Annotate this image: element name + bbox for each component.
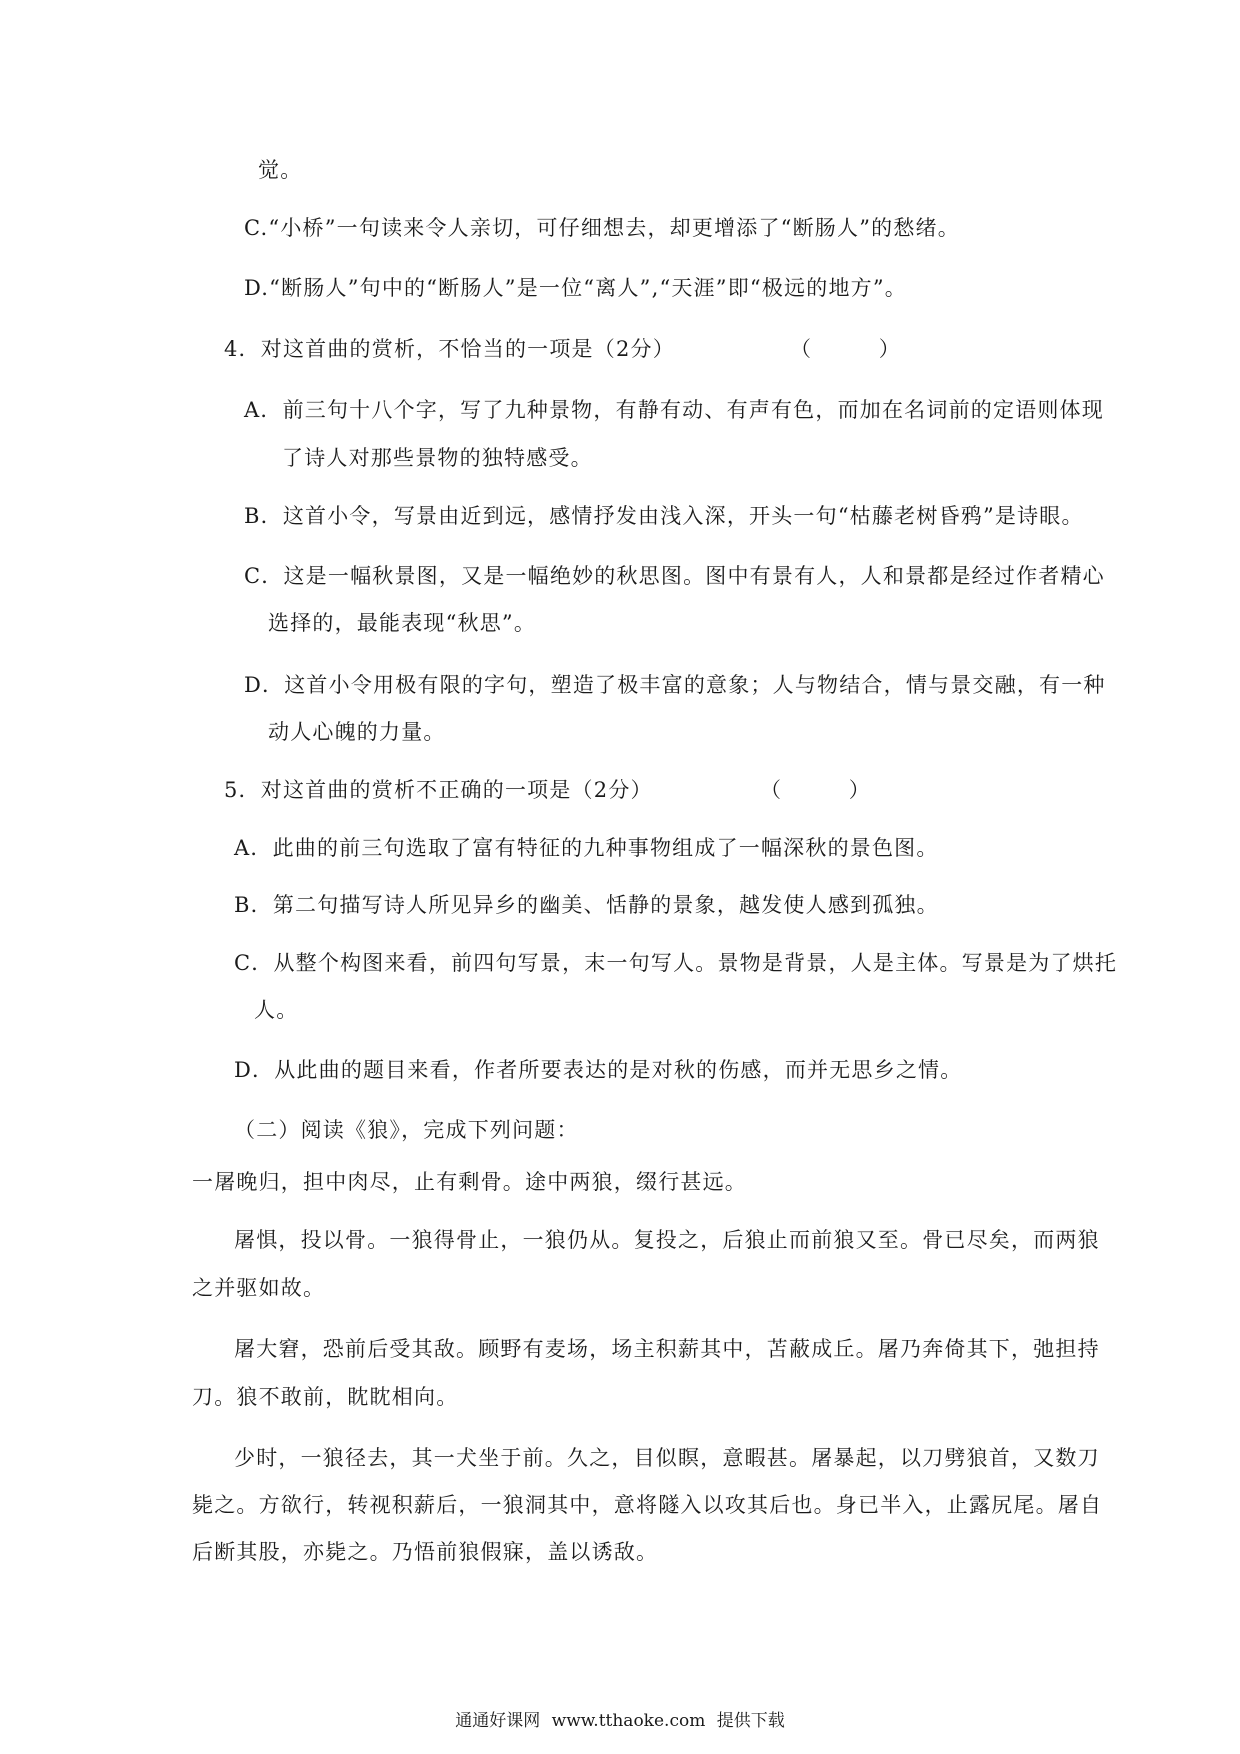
q5-option-c-line1: C．从整个构图来看，前四句写景，末一句写人。景物是背景，人是主体。写景是为了烘托 xyxy=(234,951,1118,975)
q4-option-d-line2: 动人心魄的力量。 xyxy=(268,720,446,744)
q4-option-a-line1: A．前三句十八个字，写了九种景物，有静有动、有声有色，而加在名词前的定语则体现 xyxy=(244,398,1104,422)
passage-paragraph-2-line2: 之并驱如故。 xyxy=(192,1276,326,1300)
question-4-answer-bracket: （ ） xyxy=(790,337,901,361)
footer-site-name: 通通好课网 xyxy=(455,1711,541,1731)
passage-paragraph-4-line1: 少时，一狼径去，其一犬坐于前。久之，目似瞑，意暇甚。屠暴起，以刀劈狼首，又数刀 xyxy=(234,1446,1100,1470)
passage-paragraph-4-line2: 毙之。方欲行，转视积薪后，一狼洞其中，意将隧入以攻其后也。身已半入，止露尻尾。屠自 xyxy=(192,1493,1103,1517)
q4-option-d-line1: D．这首小令用极有限的字句，塑造了极丰富的意象；人与物结合，情与景交融，有一种 xyxy=(244,673,1106,697)
option-c-prev: C.“小桥”一句读来令人亲切，可仔细想去，却更增添了“断肠人”的愁绪。 xyxy=(244,216,960,240)
passage-paragraph-3-line1: 屠大窘，恐前后受其敌。顾野有麦场，场主积薪其中，苫蔽成丘。屠乃奔倚其下，弛担持 xyxy=(234,1337,1100,1361)
q4-option-a-line2: 了诗人对那些景物的独特感受。 xyxy=(282,446,593,470)
reading-heading: （二）阅读《狼》，完成下列问题： xyxy=(234,1118,579,1142)
question-5-stem: 5．对这首曲的赏析不正确的一项是（2分） xyxy=(224,778,653,802)
page-footer xyxy=(0,1708,1240,1734)
q4-option-c-line1: C．这是一幅秋景图，又是一幅绝妙的秋思图。图中有景有人，人和景都是经过作者精心 xyxy=(244,564,1105,588)
q5-option-a: A．此曲的前三句选取了富有特征的九种事物组成了一幅深秋的景色图。 xyxy=(234,836,939,860)
passage-paragraph-3-line2: 刀。狼不敢前，眈眈相向。 xyxy=(192,1385,459,1409)
question-5-answer-bracket: （ ） xyxy=(760,778,871,802)
q4-option-b: B．这首小令，写景由近到远，感情抒发由浅入深，开头一句“枯藤老树昏鸦”是诗眼。 xyxy=(244,504,1084,528)
footer-url[interactable]: www.tthaoke.com xyxy=(551,1711,706,1731)
passage-paragraph-2-line1: 屠惧，投以骨。一狼得骨止，一狼仍从。复投之，后狼止而前狼又至。骨已尽矣，而两狼 xyxy=(234,1228,1100,1252)
option-d-prev: D.“断肠人”句中的“断肠人”是一位“离人”,“天涯”即“极远的地方”。 xyxy=(244,276,907,300)
q4-option-c-line2: 选择的，最能表现“秋思”。 xyxy=(268,611,537,635)
passage-paragraph-1: 一屠晚归，担中肉尽，止有剩骨。途中两狼，缀行甚远。 xyxy=(192,1170,747,1194)
passage-paragraph-4-line3: 后断其股，亦毙之。乃悟前狼假寐，盖以诱敌。 xyxy=(192,1540,659,1564)
q5-option-c-line2: 人。 xyxy=(254,998,299,1022)
footer-note: 提供下载 xyxy=(716,1711,785,1731)
q5-option-b: B．第二句描写诗人所见异乡的幽美、恬静的景象，越发使人感到孤独。 xyxy=(234,893,939,917)
question-4-stem: 4．对这首曲的赏析，不恰当的一项是（2分） xyxy=(224,337,675,361)
q5-option-d: D．从此曲的题目来看，作者所要表达的是对秋的伤感，而并无思乡之情。 xyxy=(234,1058,963,1082)
option-b-continuation: 觉。 xyxy=(258,158,303,182)
